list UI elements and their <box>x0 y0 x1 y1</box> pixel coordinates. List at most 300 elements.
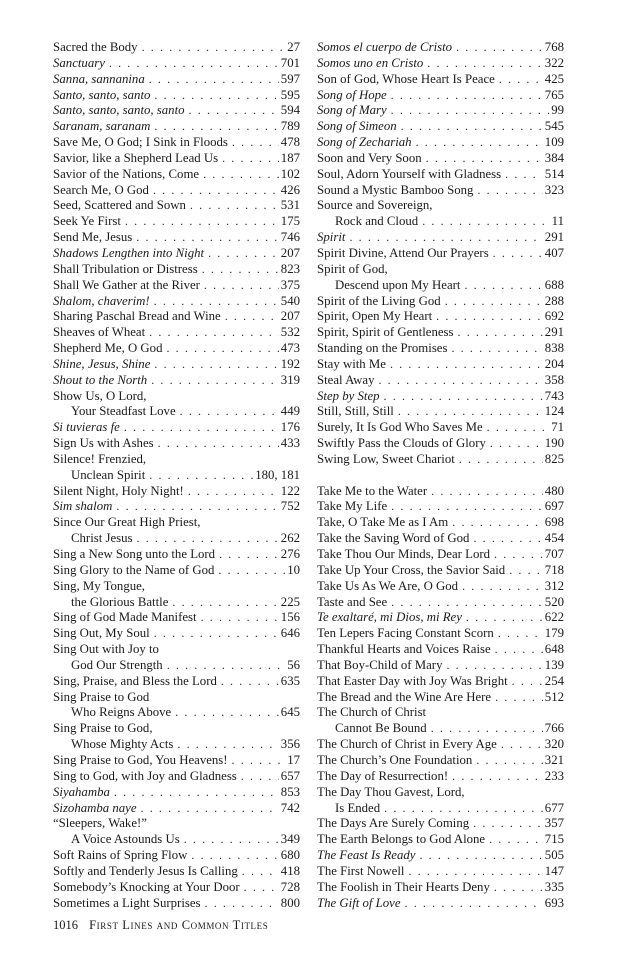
hymn-number: 357 <box>544 816 564 831</box>
index-entry <box>317 278 564 294</box>
index-entry <box>53 183 300 199</box>
hymn-number: 102 <box>280 166 300 181</box>
hymn-number: 693 <box>544 895 564 910</box>
index-entry <box>317 103 564 119</box>
index-entry <box>317 816 564 832</box>
index-entry-title: Silence! Frenzied, <box>53 451 147 466</box>
hymn-number: 645 <box>280 705 300 720</box>
index-entry <box>53 357 300 373</box>
dot-leader <box>427 56 543 72</box>
dot-leader <box>177 737 278 753</box>
index-spacer <box>317 468 564 484</box>
hymn-number: 147 <box>544 863 564 878</box>
hymn-number: 426 <box>280 182 300 197</box>
index-entry-title: Taste and See <box>317 594 388 609</box>
index-column-right <box>317 40 564 911</box>
hymn-number: 358 <box>544 372 564 387</box>
index-entry <box>317 547 564 563</box>
hymn-number: 718 <box>544 562 564 577</box>
dot-leader <box>446 658 542 674</box>
hymn-number: 531 <box>280 198 300 213</box>
index-entry-title: Take My Life <box>317 499 388 514</box>
dot-leader <box>391 88 543 104</box>
hymn-number: 520 <box>544 594 564 609</box>
index-entry <box>317 167 564 183</box>
dot-leader <box>391 103 550 119</box>
index-entry-title: Spirit of the Living God <box>317 293 441 308</box>
index-entry-title: The Bread and the Wine Are Here <box>317 689 492 704</box>
dot-leader <box>149 72 279 88</box>
index-entry <box>53 72 300 88</box>
index-entry <box>53 404 300 420</box>
index-entry-title: Spirit, Spirit of Gentleness <box>317 325 454 340</box>
dot-leader <box>180 404 279 420</box>
index-entry-title: Softly and Tenderly Jesus Is Calling <box>53 863 238 878</box>
index-entry-title: Siyahamba <box>53 784 110 799</box>
index-entry-title: Somebody’s Knocking at Your Door <box>53 879 240 894</box>
dot-leader <box>208 246 279 262</box>
index-entry-title: Song of Zechariah <box>317 135 412 150</box>
index-entry <box>317 864 564 880</box>
index-entry-title: Sharing Paschal Bread and Wine <box>53 309 221 324</box>
index-entry-title: The Feast Is Ready <box>317 848 416 863</box>
index-entry-title: Show Us, O Lord, <box>53 388 147 403</box>
hymn-number: 312 <box>544 578 564 593</box>
hymn-number: 321 <box>544 752 564 767</box>
dot-leader <box>172 595 278 611</box>
dot-leader <box>154 357 278 373</box>
index-entry-continuation: A Voice Astounds Us <box>71 832 180 847</box>
index-entry-title: That Easter Day with Joy Was Bright <box>317 673 508 688</box>
dot-leader <box>431 721 543 737</box>
index-entry <box>317 499 564 515</box>
dot-leader <box>153 183 279 199</box>
index-entry-title: Te exaltaré, mi Dios, mi Rey <box>317 610 462 625</box>
index-entry-continuation: Rock and Cloud <box>335 214 419 229</box>
hymn-number: 715 <box>544 832 564 847</box>
dot-leader <box>505 167 543 183</box>
dot-leader <box>419 848 542 864</box>
hymn-number: 853 <box>280 784 300 799</box>
dot-leader <box>149 468 253 484</box>
dot-leader <box>431 484 543 500</box>
index-entry-continuation: God Our Strength <box>71 657 163 672</box>
index-entry-title: Sing, Praise, and Bless the Lord <box>53 673 217 688</box>
index-entry <box>53 626 300 642</box>
hymn-number: 701 <box>280 55 300 70</box>
hymn-number: 707 <box>544 547 564 561</box>
index-entry <box>317 151 564 167</box>
index-entry-title: The Foolish in Their Hearts Deny <box>317 879 490 894</box>
dot-leader <box>175 705 279 721</box>
hymn-number: 179 <box>544 626 564 641</box>
index-entry <box>53 595 300 611</box>
dot-leader <box>452 769 543 785</box>
hymn-number: 71 <box>551 420 564 435</box>
index-entry-title: The Day Thou Gavest, Lord, <box>317 784 465 799</box>
dot-leader <box>232 753 286 769</box>
dot-leader <box>426 151 543 167</box>
dot-leader <box>391 499 543 515</box>
dot-leader <box>509 563 543 579</box>
dot-leader <box>202 262 279 278</box>
index-entry-title: Shout to the North <box>53 372 148 387</box>
hymn-number: 657 <box>280 768 300 783</box>
dot-leader <box>232 135 279 151</box>
index-entry <box>53 325 300 341</box>
index-entry <box>53 56 300 72</box>
index-entry-title: Somos uno en Cristo <box>317 55 424 70</box>
dot-leader <box>477 183 542 199</box>
hymn-number: 505 <box>544 848 564 863</box>
dot-leader <box>473 531 542 547</box>
dot-leader <box>149 325 279 341</box>
index-entry <box>53 785 300 801</box>
index-entry-title: Swiftly Pass the Clouds of Glory <box>317 436 486 451</box>
index-entry <box>317 357 564 373</box>
index-entry <box>317 436 564 452</box>
index-entry <box>53 468 300 484</box>
hymn-number: 646 <box>280 626 300 641</box>
dot-leader <box>451 341 542 357</box>
index-entry <box>317 737 564 753</box>
index-entry-title: Spirit Divine, Attend Our Prayers <box>317 245 489 260</box>
dot-leader <box>452 515 543 531</box>
dot-leader <box>167 658 286 674</box>
dot-leader <box>154 119 278 135</box>
hymn-number: 375 <box>280 277 300 292</box>
hymn-number: 27 <box>287 40 300 54</box>
hymn-number: 320 <box>544 737 564 752</box>
index-entry <box>317 832 564 848</box>
index-entry <box>317 769 564 785</box>
index-entry-title: Somos el cuerpo de Cristo <box>317 40 453 54</box>
dot-leader <box>205 896 279 912</box>
dot-leader <box>476 753 542 769</box>
dot-leader <box>499 72 543 88</box>
dot-leader <box>408 864 542 880</box>
dot-leader <box>466 610 543 626</box>
index-entry <box>317 674 564 690</box>
hymn-number: 514 <box>544 166 564 181</box>
index-entry-title: Soft Rains of Spring Flow <box>53 848 188 863</box>
dot-leader <box>462 579 543 595</box>
hymn-number: 276 <box>280 547 300 561</box>
dot-leader <box>109 56 279 72</box>
index-entry-title: Shall Tribulation or Distress <box>53 261 198 276</box>
index-entry <box>53 896 300 912</box>
index-entry <box>53 119 300 135</box>
dot-leader <box>242 864 279 880</box>
dot-leader <box>191 848 278 864</box>
index-entry-title: Sing Praise to God, You Heavens! <box>53 752 228 767</box>
dot-leader <box>225 309 279 325</box>
hymn-number: 335 <box>544 879 564 894</box>
index-entry-title: Swing Low, Sweet Chariot <box>317 451 455 466</box>
index-entry <box>317 119 564 135</box>
index-entry-title: Sing of God Made Manifest <box>53 610 197 625</box>
dot-leader <box>391 595 543 611</box>
index-entry-title: Take Us As We Are, O God <box>317 578 459 593</box>
index-entry-continuation: Unclean Spirit <box>71 467 146 482</box>
index-entry-title: Sometimes a Light Surprises <box>53 895 201 910</box>
dot-leader <box>141 801 279 817</box>
hymn-number: 233 <box>544 768 564 783</box>
hymn-number: 698 <box>544 515 564 530</box>
dot-leader <box>436 309 543 325</box>
dot-leader <box>136 230 279 246</box>
index-entry <box>317 214 564 230</box>
index-entry-title: Shall We Gather at the River <box>53 277 200 292</box>
index-entry <box>53 436 300 452</box>
index-entry-title: Steal Away <box>317 372 375 387</box>
hymn-number: 825 <box>544 451 564 466</box>
dot-leader <box>154 88 278 104</box>
index-entry-title: Shalom, chaverim! <box>53 293 150 308</box>
hymn-number: 768 <box>544 40 564 54</box>
index-entry <box>53 103 300 119</box>
index-entry <box>53 151 300 167</box>
dot-leader <box>203 167 279 183</box>
hymn-number: 480 <box>544 483 564 498</box>
dot-leader <box>151 373 279 389</box>
index-entry-title: Ten Lepers Facing Constant Scorn <box>317 626 494 641</box>
dot-leader <box>495 690 543 706</box>
index-entry <box>317 183 564 199</box>
dot-leader <box>241 769 279 785</box>
hymn-number: 349 <box>280 832 300 847</box>
index-entry-title: Take, O Take Me as I Am <box>317 515 449 530</box>
index-entry <box>53 484 300 500</box>
hymn-number: 139 <box>544 657 564 672</box>
dot-leader <box>489 832 543 848</box>
index-entry-title: Sing Praise to God, <box>53 721 153 736</box>
index-entry-continuation: the Glorious Battle <box>71 594 169 609</box>
hymn-number: 838 <box>544 341 564 356</box>
index-entry-title: Spirit of God, <box>317 261 388 276</box>
dot-leader <box>405 896 543 912</box>
index-entry-title: Saranam, saranam <box>53 119 151 134</box>
hymn-number: 384 <box>544 150 564 165</box>
page-footer <box>53 918 268 933</box>
dot-leader <box>398 404 543 420</box>
dot-leader <box>512 674 543 690</box>
index-entry <box>53 801 300 817</box>
index-entry-title: The Gift of Love <box>317 895 401 910</box>
dot-leader <box>384 389 543 405</box>
index-entry <box>53 737 300 753</box>
index-entry-continuation: Christ Jesus <box>71 531 133 546</box>
index-entry-title: Sanna, sannanina <box>53 71 145 86</box>
hymn-number: 692 <box>544 309 564 324</box>
index-entry <box>317 341 564 357</box>
hymn-number: 254 <box>544 673 564 688</box>
dot-leader <box>384 801 543 817</box>
index-entry-title: Sound a Mystic Bamboo Song <box>317 182 474 197</box>
hymn-number: 192 <box>280 356 300 371</box>
index-entry <box>317 610 564 626</box>
index-entry <box>317 626 564 642</box>
dot-leader <box>456 40 543 56</box>
dot-leader <box>218 563 285 579</box>
index-entry-title: Silent Night, Holy Night! <box>53 483 184 498</box>
index-entry-title: The Earth Belongs to God Alone <box>317 832 486 847</box>
dot-leader <box>494 547 543 563</box>
hymn-number: 207 <box>280 309 300 324</box>
index-entry <box>317 294 564 310</box>
index-entry <box>53 531 300 547</box>
index-entry <box>53 262 300 278</box>
hymn-number: 262 <box>280 531 300 546</box>
index-entry <box>53 769 300 785</box>
hymn-number: 175 <box>280 214 300 229</box>
dot-leader <box>116 499 278 515</box>
index-entry-title: Savior, like a Shepherd Lead Us <box>53 150 219 165</box>
hymn-number: 190 <box>544 436 564 451</box>
hymn-number: 800 <box>280 895 300 910</box>
index-entry-title: Sacred the Body <box>53 40 138 54</box>
index-entry-title: Sanctuary <box>53 55 105 70</box>
hymn-number: 454 <box>544 531 564 546</box>
index-entry-title: Sing Praise to God <box>53 689 150 704</box>
dot-leader <box>494 880 543 896</box>
index-entry-title: Sign Us with Ashes <box>53 436 154 451</box>
hymn-number: 728 <box>280 879 300 894</box>
hymn-number: 789 <box>280 119 300 134</box>
dot-leader <box>158 436 279 452</box>
index-entry-title: Sing Out with Joy to <box>53 642 159 657</box>
hymn-number: 124 <box>544 404 564 419</box>
dot-leader <box>495 642 543 658</box>
index-entry <box>53 214 300 230</box>
index-entry-title: Take Up Your Cross, the Savior Said <box>317 562 506 577</box>
dot-leader <box>190 198 279 214</box>
hymn-number: 109 <box>544 135 564 150</box>
index-entry <box>53 753 300 769</box>
index-entry <box>317 658 564 674</box>
dot-leader <box>204 278 279 294</box>
index-entry-title: Santo, santo, santo, santo <box>53 103 185 118</box>
index-entry <box>317 230 564 246</box>
index-entry-title: The Church of Christ <box>317 705 427 720</box>
index-entry-title: Shine, Jesus, Shine <box>53 356 151 371</box>
dot-leader <box>378 373 542 389</box>
hymn-number: 207 <box>280 245 300 260</box>
index-entry <box>317 72 564 88</box>
hymn-number: 225 <box>280 594 300 609</box>
dot-leader <box>473 816 543 832</box>
index-entry <box>53 610 300 626</box>
index-entry <box>317 88 564 104</box>
index-entry-title: Save Me, O God; I Sink in Floods <box>53 135 228 150</box>
index-entry <box>53 88 300 104</box>
index-entry <box>317 420 564 436</box>
dot-leader <box>142 40 286 56</box>
index-entry <box>317 325 564 341</box>
index-entry-title: Thankful Hearts and Voices Raise <box>317 642 491 657</box>
dot-leader <box>221 674 279 690</box>
index-entry-title: Seed, Scattered and Sown <box>53 198 186 213</box>
dot-leader <box>137 531 279 547</box>
index-entry-title: Since Our Great High Priest, <box>53 515 201 530</box>
hymn-number: 532 <box>280 325 300 340</box>
hymn-number: 99 <box>551 103 564 118</box>
hymn-number: 823 <box>280 261 300 276</box>
index-entry-continuation: Is Ended <box>335 800 381 815</box>
hymn-number: 688 <box>544 277 564 292</box>
index-entry <box>317 848 564 864</box>
index-entry-title: Stay with Me <box>317 356 386 371</box>
index-entry <box>53 198 300 214</box>
index-entry-title: Si tuvieras fe <box>53 420 120 435</box>
hymn-number: 425 <box>544 71 564 86</box>
hymn-number: 288 <box>544 293 564 308</box>
index-entry <box>53 246 300 262</box>
hymn-number: 742 <box>280 800 300 815</box>
hymn-number: 648 <box>544 642 564 657</box>
index-entry-title: Soul, Adorn Yourself with Gladness <box>317 166 502 181</box>
index-entry <box>317 753 564 769</box>
index-entry-continuation: Descend upon My Heart <box>335 277 461 292</box>
index-entry-title: Sizohamba naye <box>53 800 137 815</box>
dot-leader <box>493 246 543 262</box>
index-entry-title: Sheaves of Wheat <box>53 325 146 340</box>
hymn-number: 766 <box>544 721 564 736</box>
index-entry-title: Son of God, Whose Heart Is Peace <box>317 71 495 86</box>
index-entry-title: Sing to God, with Joy and Gladness <box>53 768 237 783</box>
index-entry-title: “Sleepers, Wake!” <box>53 816 147 831</box>
dot-leader <box>416 135 543 151</box>
hymn-number: 176 <box>280 420 300 435</box>
index-entry <box>317 880 564 896</box>
index-entry-title: Sing, My Tongue, <box>53 578 146 593</box>
index-entry-title: Sing Out, My Soul <box>53 626 150 641</box>
index-entry-title: The Day of Resurrection! <box>317 768 449 783</box>
hymn-number: 122 <box>280 483 300 498</box>
index-entry <box>317 642 564 658</box>
index-entry <box>53 547 300 563</box>
dot-leader <box>184 832 279 848</box>
hymn-number: 291 <box>544 230 564 245</box>
dot-leader <box>222 151 279 167</box>
index-entry <box>317 246 564 262</box>
index-entry-title: Spirit, Open My Heart <box>317 309 433 324</box>
hymn-number: 594 <box>280 103 300 118</box>
hymn-number: 595 <box>280 87 300 102</box>
index-entry <box>53 294 300 310</box>
index-entry-title: Shepherd Me, O God <box>53 341 163 356</box>
index-entry <box>317 579 564 595</box>
index-entry-title: Source and Sovereign, <box>317 198 433 213</box>
index-entry-title: Soon and Very Soon <box>317 150 422 165</box>
dot-leader <box>458 325 543 341</box>
index-entry <box>317 896 564 912</box>
dot-leader <box>501 737 543 753</box>
index-entry-title: Seek Ye First <box>53 214 121 229</box>
dot-leader <box>459 452 543 468</box>
index-entry <box>53 135 300 151</box>
hymn-number: 187 <box>280 150 300 165</box>
hymn-number: 156 <box>280 610 300 625</box>
index-entry-title: Sing Glory to the Name of God <box>53 562 215 577</box>
hymn-number: 11 <box>551 214 564 229</box>
index-entry-title: Send Me, Jesus <box>53 230 133 245</box>
hymn-number: 319 <box>280 372 300 387</box>
hymn-number: 635 <box>280 673 300 688</box>
index-entry-title: The Church of Christ in Every Age <box>317 737 497 752</box>
dot-leader <box>490 436 543 452</box>
dot-leader <box>154 294 279 310</box>
